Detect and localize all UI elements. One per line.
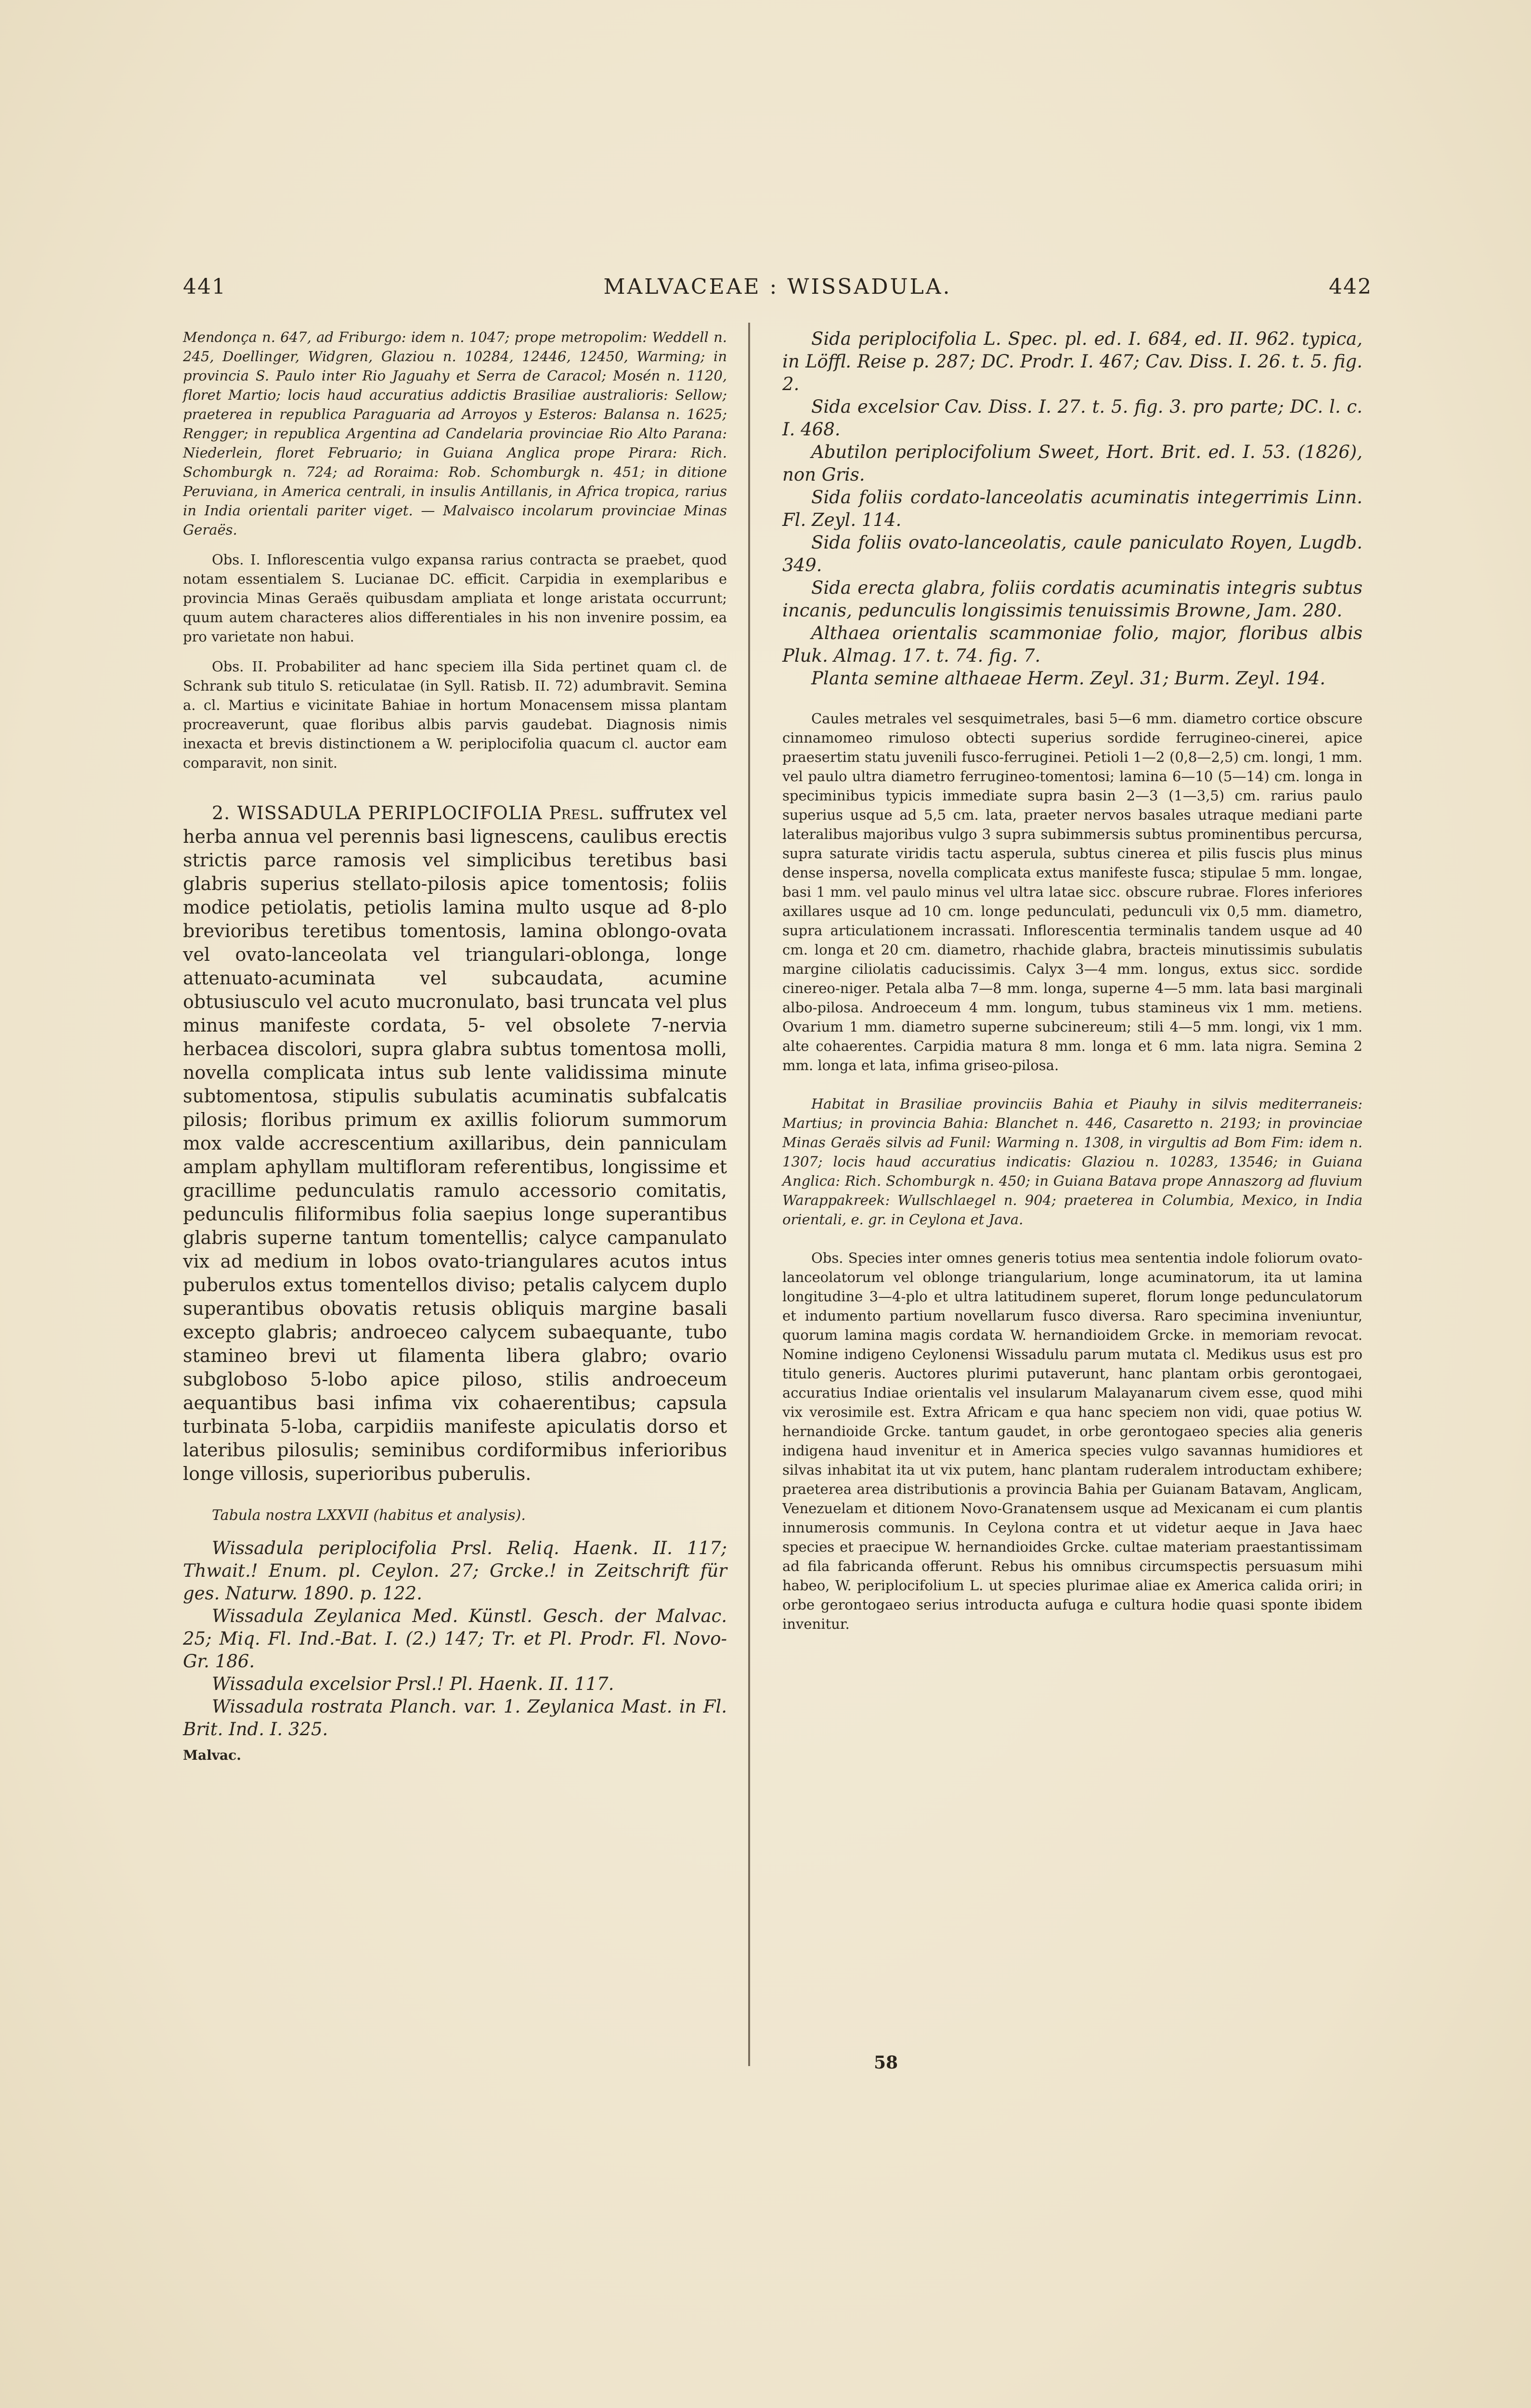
synonym: Althaea orientalis scammoniae folio, major, floribus albis Pluk. Almag. 17. t. 74. fig. 7. — [782, 623, 1362, 666]
left-column — [183, 327, 727, 1763]
plate-reference: Tabula nostra LXXVII (habitus et analysis). — [212, 1507, 526, 1524]
signature-mark: Malvac. — [183, 1747, 241, 1763]
sheet-signature: 58 — [873, 2053, 898, 2073]
synonym: Wissadula Zeylanica Med. Künstl. Gesch. der Malvac. 25; Miq. Fl. Ind.-Bat. I. (2.) 147; Tr. et Pl. Prodr. Fl. Novo-Gr. 186. — [183, 1606, 727, 1672]
synonym: Sida periplocifolia L. Spec. pl. ed. I. 684, ed. II. 962. typica, in Löffl. Reise p. 287; DC. Prodr. I. 467; Cav. Diss. I. 26. t. 5. fig. 2. — [782, 328, 1362, 394]
page-number-right: 442 — [1329, 275, 1372, 299]
observation: Obs. Species inter omnes generis totius mea sententia indole foliorum ovato-lanceolatorum vel oblonge triangularium, longe acuminatorum, ita ut lamina longitudine 3—4-plo et ultra latitudinem superet, florum longe pedunculatorum et indumento partium novellarum fusco diversa. Raro specimina inveniuntur, quorum lamina magis cordata W. hernandioidem Grcke. in memoriam revocat. Nomine indigeno Ceylonensi Wissadulu parum mutata cl. Medikus usus est pro titulo generis. Auctores plurimi putaverunt, hanc plantam orbis gerontogaei, accuratius Indiae orientalis vel insularum Malayanarum civem esse, quod mihi vix verosimile est. Extra Africam e qua hanc speciem non vidi, quae potius W. hernandioide Grcke. tantum gaudet, in orbe gerontogaeo species alia generis indigena haud invenitur et in America species vulgo savannas humidiores et silvas inhabitat ita ut vix putem, hanc plantam ruderalem introductam exhibere; praeterea area distributionis a provincia Bahia per Guianam Batavam, Anglicam, Venezuelam et ditionem Novo-Granatensem usque ad Mexicanam ei cum plantis innumerosis communis. In Ceylona contra et ut videtur aeque in Java haec species et praecipue W. hernandioides Grcke. cultae materiam praestantissimam ad fila fabricanda offerunt. Rebus his omnibus circumspectis persuasum mihi habeo, W. periplocifolium L. ut species plurimae aliae ex America calida oriri; in orbe gerontogaeo serius introducta aufuga e cultura hodie quasi sponte ibidem invenitur. — [782, 1250, 1362, 1632]
synonym: Wissadula rostrata Planch. var. 1. Zeylanica Mast. in Fl. Brit. Ind. I. 325. — [183, 1696, 727, 1740]
synonym: Sida erecta glabra, foliis cordatis acuminatis integris subtus incanis, pedunculis longissimis tenuissimis Browne, Jam. 280. — [782, 577, 1362, 621]
synonym: Planta semine althaeae Herm. Zeyl. 31; Burm. Zeyl. 194. — [811, 668, 1326, 689]
synonym: Sida foliis ovato-lanceolatis, caule paniculato Royen, Lugdb. 349. — [782, 532, 1362, 576]
observation-1: Obs. I. Inflorescentia vulgo expansa rarius contracta se praebet, quod notam essentialem S. Lucianae DC. efficit. Carpidia in exemplaribus e provincia Minas Geraës quibusdam ampliata et longe aristata occurrunt; quum autem characteres alios differentiales in his non invenire possim, ea pro varietate non habui. — [183, 551, 727, 645]
observation-2: Obs. II. Probabiliter ad hanc speciem illa Sida pertinet quam cl. de Schrank sub titulo S. reticulatae (in Syll. Ratisb. II. 72) adumbravit. Semina a. cl. Martius e vicinitate Bahiae in hortum Monacensem missa plantam procreaverunt, quae floribus albis parvis gaudebat. Diagnosis nimis inexacta et brevis distinctionem a W. periplocifolia quacum cl. auctor eam comparavit, non sinit. — [183, 658, 727, 771]
column-divider — [748, 323, 750, 2066]
synonym: Wissadula excelsior Prsl.! Pl. Haenk. II. 117. — [212, 1674, 614, 1694]
page-number-left: 441 — [183, 275, 226, 299]
species-author: Presl. — [548, 802, 604, 824]
synonym: Sida foliis cordato-lanceolatis acuminatis integerrimis Linn. Fl. Zeyl. 114. — [782, 487, 1362, 530]
detailed-description: Caules metrales vel sesquimetrales, basi 5—6 mm. diametro cortice obscure cinnamomeo rimuloso obtecti superius sordide ferrugineo-cinerei, apice praesertim statu juvenili fusco-ferruginei. Petioli 1—2 (0,8—2,5) cm. longi, 1 mm. vel paulo ultra diametro ferrugineo-tomentosi; lamina 6—10 (5—14) cm. longa in speciminibus typicis immediate supra basin 2—3 (1—3,5) cm. rarius paulo superius usque ad 5,5 cm. lata, praeter nervos basales utraque mediani parte lateralibus majoribus vulgo 3 supra subimmersis subtus prominentibus percursa, supra saturate viridis tactu asperula, subtus cinerea et pilis fuscis plus minus dense inspersa, novella complicata extus manifeste fusca; stipulae 5 mm. longae, basi 1 mm. vel paulo minus vel ultra latae sicc. obscure rubrae. Flores inferiores axillares usque ad 10 cm. longe pedunculati, pedunculi vix 0,5 mm. diametro, supra articulationem incrassati. Inflorescentia terminalis tandem usque ad 40 cm. longa et 20 cm. diametro, rhachide glabra, bracteis minutissimis subulatis margine ciliolatis caducissimis. Calyx 3—4 mm. longus, extus sicc. sordide cinereo-niger. Petala alba 7—8 mm. longa, superne 4—5 mm. lata basi marginali albo-pilosa. Androeceum 4 mm. longum, tubus stamineus vix 1 mm. metiens. Ovarium 1 mm. diametro superne subcinereum; stili 4—5 mm. longi, vix 1 mm. alte cohaerentes. Carpidia matura 8 mm. longa et 6 mm. lata nigra. Semina 2 mm. longa et lata, infima griseo-pilosa. — [782, 710, 1362, 1073]
species-description — [183, 801, 727, 1486]
locality-paragraph: Mendonça n. 647, ad Friburgo: idem n. 1047; prope metropolim: Weddell n. 245, Doellinger, Widgren, Glaziou n. 10284, 12446, 12450, Warming; in provincia S. Paulo inter Rio Jaguahy et Serra de Caracol; Mosén n. 1120, floret Martio; locis haud accuratius addictis Brasiliae australioris: Sellow; praeterea in republica Paraguaria ad Arroyos y Esteros: Balansa n. 1625; Rengger; in republica Argentina ad Candelaria provinciae Rio Alto Parana: Niederlein, floret Februario; in Guiana Anglica prope Pirara: Rich. Schomburgk n. 724; ad Roraima: Rob. Schomburgk n. 451; in ditione Peruviana, in America centrali, in insulis Antillanis, in Africa tropica, rarius in India orientali pariter viget. — Malvaisco incolarum provinciae Minas Geraës. — [183, 329, 727, 538]
page-header — [183, 270, 1372, 313]
right-column — [782, 327, 1362, 1634]
synonym: Sida excelsior Cav. Diss. I. 27. t. 5. fig. 3. pro parte; DC. l. c. I. 468. — [782, 396, 1362, 440]
running-title: MALVACEAE : WISSADULA. — [603, 275, 952, 299]
species-description-text: suffrutex vel herba annua vel perennis basi lignescens, caulibus erectis strictis parce ramosis vel simplicibus teretibus basi glabris superius stellato-pilosis apice tomentosis; foliis modice petiolatis, petiolis lamina multo usque ad 8-plo brevioribus teretibus tomentosis, lamina oblongo-ovata vel ovato-lanceolata vel triangulari-oblonga, longe attenuato-acuminata vel subcaudata, acumine obtusiusculo vel acuto mucronulato, basi truncata vel plus minus manifeste cordata, 5- vel obsolete 7-nervia herbacea discolori, supra glabra subtus tomentosa molli, novella complicata intus sub lente validissima minute subtomentosa, stipulis subulatis acuminatis subfalcatis pilosis; floribus primum ex axillis foliorum summorum mox valde accrescentium axillaribus, dein panniculam amplam aphyllam multifloram referentibus, longissime et gracillime pedunculatis ramulo accessorio comitatis, pedunculis filiformibus folia saepius longe superantibus glabris superne tantum tomentellis; calyce campanulato vix ad medium in lobos ovato-triangulares acutos intus puberulos extus tomentellos diviso; petalis calycem duplo superantibus obovatis retusis obliquis margine basali excepto glabris; androeceo calycem subaequante, tubo stamineo brevi ut filamenta libera glabro; ovario subgloboso 5-lobo apice piloso, stilis androeceum aequantibus basi infima vix cohaerentibus; capsula turbinata 5-loba, carpidiis manifeste apiculatis dorso et lateribus pilosulis; seminibus cordiformibus inferioribus longe villosis, superioribus puberulis. — [183, 802, 727, 1484]
synonym: Abutilon periplocifolium Sweet, Hort. Brit. ed. I. 53. (1826), non Gris. — [782, 442, 1362, 485]
habitat-paragraph: Habitat in Brasiliae provinciis Bahia et Piauhy in silvis mediterraneis: Martius; in provincia Bahia: Blanchet n. 446, Casaretto n. 2193; in provinciae Minas Geraës silvis ad Funil: Warming n. 1308, in virgultis ad Bom Fim: idem n. 1307; locis haud accuratius indicatis: Glaziou n. 10283, 13546; in Guiana Anglica: Rich. Schomburgk n. 450; in Guiana Batava prope Annaszorg ad fluvium Warappakreek: Wullschlaegel n. 904; praeterea in Columbia, Mexico, in India orientali, e. gr. in Ceylona et Java. — [782, 1096, 1362, 1228]
species-title: 2. WISSADULA PERIPLOCIFOLIA — [212, 802, 543, 824]
synonym: Wissadula periplocifolia Prsl. Reliq. Haenk. II. 117; Thwait.! Enum. pl. Ceylon. 27; Grcke.! in Zeitschrift für ges. Naturw. 1890. p. 122. — [183, 1538, 727, 1604]
